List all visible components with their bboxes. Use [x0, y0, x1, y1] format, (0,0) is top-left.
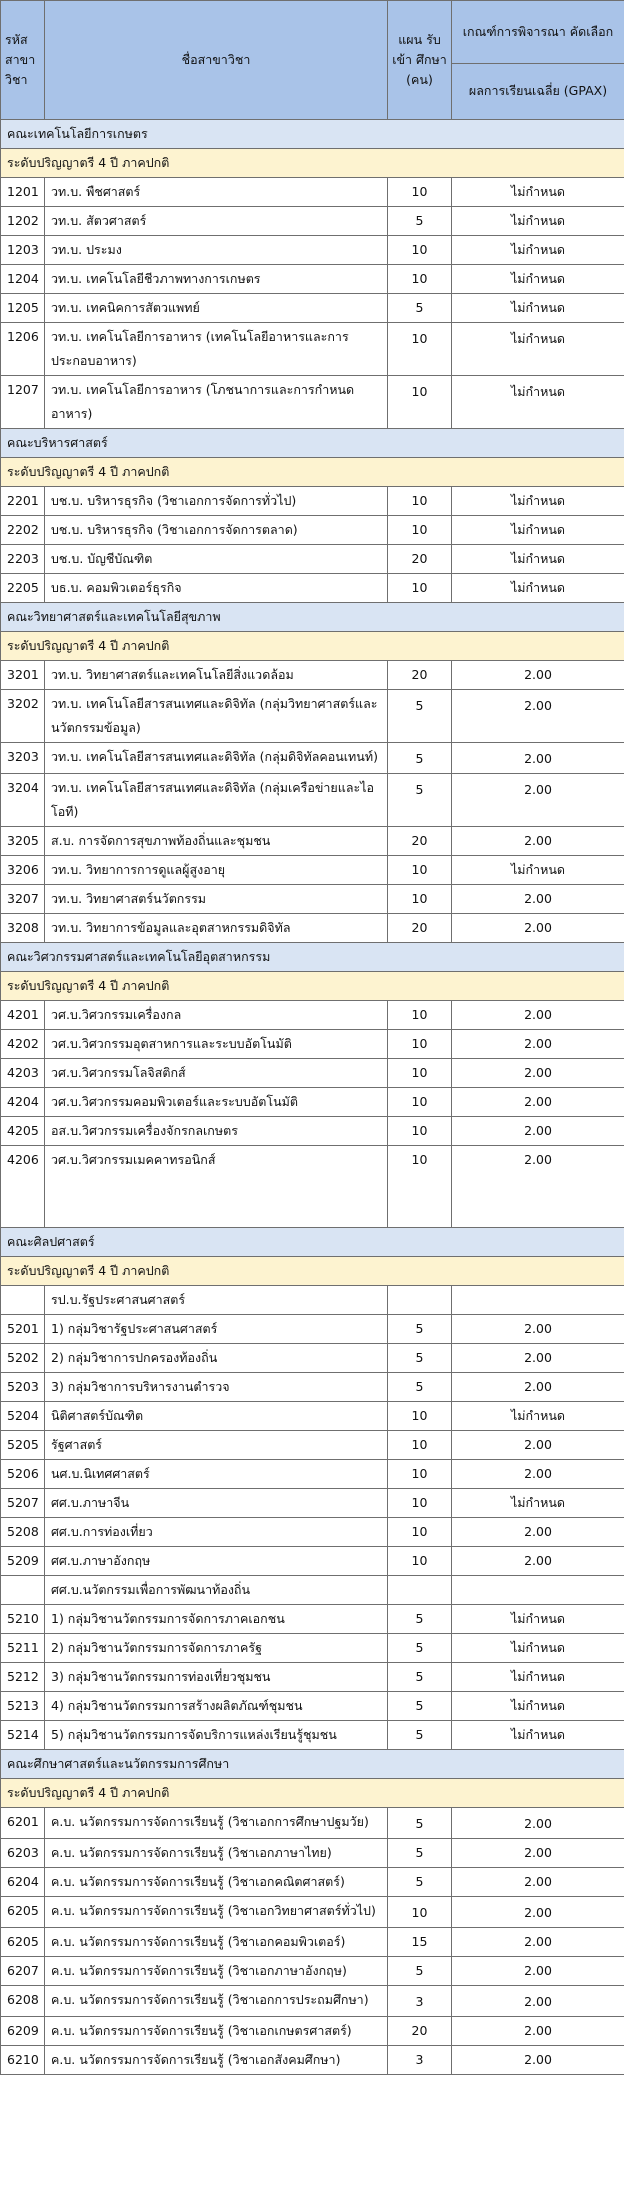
program-code: 3202 — [1, 690, 45, 743]
program-gpax: ไม่กำหนด — [452, 1605, 624, 1634]
table-row — [1, 1402, 624, 1431]
program-gpax: 2.00 — [452, 774, 624, 827]
table-row — [1, 827, 624, 856]
program-gpax: 2.00 — [452, 1547, 624, 1576]
table-row — [1, 2017, 624, 2046]
program-gpax: ไม่กำหนด — [452, 574, 624, 603]
faculty-name: คณะศึกษาศาสตร์และนวัตกรรมการศึกษา — [1, 1750, 624, 1779]
program-gpax: 2.00 — [452, 827, 624, 856]
program-plan: 5 — [388, 1721, 452, 1750]
program-plan: 10 — [388, 516, 452, 545]
level-row — [1, 632, 624, 661]
program-code: 1206 — [1, 323, 45, 376]
program-plan: 10 — [388, 1518, 452, 1547]
program-gpax: 2.00 — [452, 2017, 624, 2046]
table-row — [1, 661, 624, 690]
program-name: วท.บ. ประมง — [45, 236, 388, 265]
program-code: 6203 — [1, 1839, 45, 1868]
program-name: 1) กลุ่มวิชานวัตกรรมการจัดการภาคเอกชน — [45, 1605, 388, 1634]
program-name: วศ.บ.วิศวกรรมเครื่องกล — [45, 1001, 388, 1030]
program-plan: 10 — [388, 1431, 452, 1460]
table-row — [1, 690, 624, 743]
program-name: วท.บ. เทคโนโลยีสารสนเทศและดิจิทัล (กลุ่มวิทยาศาสตร์และนวัตกรรมข้อมูล) — [45, 690, 388, 743]
table-row — [1, 1489, 624, 1518]
program-plan: 10 — [388, 1030, 452, 1059]
table-row — [1, 265, 624, 294]
program-code: 6201 — [1, 1808, 45, 1839]
program-plan: 10 — [388, 1897, 452, 1928]
table-row — [1, 1460, 624, 1489]
level-name: ระดับปริญญาตรี 4 ปี ภาคปกติ — [1, 1257, 624, 1286]
program-plan: 5 — [388, 1634, 452, 1663]
program-gpax: ไม่กำหนด — [452, 1634, 624, 1663]
program-plan: 10 — [388, 376, 452, 429]
program-plan: 10 — [388, 1146, 452, 1228]
program-code: 5214 — [1, 1721, 45, 1750]
program-code: 6205 — [1, 1928, 45, 1957]
program-gpax: ไม่กำหนด — [452, 1402, 624, 1431]
level-row — [1, 972, 624, 1001]
table-row — [1, 323, 624, 376]
table-row — [1, 1808, 624, 1839]
program-name: ค.บ. นวัตกรรมการจัดการเรียนรู้ (วิชาเอกเกษตรศาสตร์) — [45, 2017, 388, 2046]
program-name: อส.บ.วิศวกรรมเครื่องจักรกลเกษตร — [45, 1117, 388, 1146]
program-name: บช.บ. บริหารธุรกิจ (วิชาเอกการจัดการตลาด) — [45, 516, 388, 545]
table-row — [1, 294, 624, 323]
program-plan: 10 — [388, 323, 452, 376]
program-code: 5204 — [1, 1402, 45, 1431]
level-name: ระดับปริญญาตรี 4 ปี ภาคปกติ — [1, 458, 624, 487]
program-gpax: ไม่กำหนด — [452, 545, 624, 574]
table-row — [1, 1547, 624, 1576]
program-name: รป.บ.รัฐประศาสนศาสตร์ — [45, 1286, 388, 1315]
program-code: 5201 — [1, 1315, 45, 1344]
program-name: 5) กลุ่มวิชานวัตกรรมการจัดบริการแหล่งเรียนรู้ชุมชน — [45, 1721, 388, 1750]
program-name: วท.บ. เทคโนโลยีสารสนเทศและดิจิทัล (กลุ่มเครือข่ายและไอโอที) — [45, 774, 388, 827]
program-code: 3206 — [1, 856, 45, 885]
program-name: วท.บ. สัตวศาสตร์ — [45, 207, 388, 236]
program-plan: 10 — [388, 487, 452, 516]
program-plan: 20 — [388, 661, 452, 690]
level-row — [1, 458, 624, 487]
table-row — [1, 178, 624, 207]
program-name: ค.บ. นวัตกรรมการจัดการเรียนรู้ (วิชาเอกภาษาอังกฤษ) — [45, 1957, 388, 1986]
program-code: 1203 — [1, 236, 45, 265]
program-name: 4) กลุ่มวิชานวัตกรรมการสร้างผลิตภัณฑ์ชุมชน — [45, 1692, 388, 1721]
table-row — [1, 1030, 624, 1059]
program-plan: 20 — [388, 827, 452, 856]
program-plan: 5 — [388, 1868, 452, 1897]
program-plan: 5 — [388, 1663, 452, 1692]
program-plan: 5 — [388, 743, 452, 774]
program-gpax: ไม่กำหนด — [452, 376, 624, 429]
program-name: วท.บ. เทคโนโลยีการอาหาร (โภชนาการและการกำหนดอาหาร) — [45, 376, 388, 429]
program-gpax: ไม่กำหนด — [452, 1721, 624, 1750]
table-row — [1, 376, 624, 429]
table-row — [1, 1868, 624, 1897]
program-code: 4204 — [1, 1088, 45, 1117]
program-gpax: 2.00 — [452, 1315, 624, 1344]
program-code: 5211 — [1, 1634, 45, 1663]
level-row — [1, 1779, 624, 1808]
program-plan: 10 — [388, 178, 452, 207]
program-name: วศ.บ.วิศวกรรมอุตสาหการและระบบอัตโนมัติ — [45, 1030, 388, 1059]
table-row — [1, 1088, 624, 1117]
program-name: 3) กลุ่มวิชาการบริหารงานตำรวจ — [45, 1373, 388, 1402]
program-plan: 5 — [388, 207, 452, 236]
program-gpax: 2.00 — [452, 1059, 624, 1088]
program-code: 5206 — [1, 1460, 45, 1489]
program-plan: 10 — [388, 1001, 452, 1030]
program-gpax: ไม่กำหนด — [452, 294, 624, 323]
program-name: 3) กลุ่มวิชานวัตกรรมการท่องเที่ยวชุมชน — [45, 1663, 388, 1692]
program-name: 2) กลุ่มวิชานวัตกรรมการจัดการภาครัฐ — [45, 1634, 388, 1663]
program-code: 6204 — [1, 1868, 45, 1897]
program-gpax: 2.00 — [452, 1839, 624, 1868]
program-gpax: ไม่กำหนด — [452, 516, 624, 545]
program-code: 3201 — [1, 661, 45, 690]
level-name: ระดับปริญญาตรี 4 ปี ภาคปกติ — [1, 149, 624, 178]
table-row — [1, 1518, 624, 1547]
program-code: 5210 — [1, 1605, 45, 1634]
program-code: 6209 — [1, 2017, 45, 2046]
program-gpax: 2.00 — [452, 1460, 624, 1489]
program-gpax: 2.00 — [452, 743, 624, 774]
table-row — [1, 1059, 624, 1088]
program-name: วศ.บ.วิศวกรรมคอมพิวเตอร์และระบบอัตโนมัติ — [45, 1088, 388, 1117]
program-plan: 5 — [388, 1692, 452, 1721]
program-gpax: 2.00 — [452, 1868, 624, 1897]
program-code: 5207 — [1, 1489, 45, 1518]
program-plan: 15 — [388, 1928, 452, 1957]
program-name: 1) กลุ่มวิชารัฐประศาสนศาสตร์ — [45, 1315, 388, 1344]
faculty-row — [1, 1228, 624, 1257]
faculty-name: คณะบริหารศาสตร์ — [1, 429, 624, 458]
program-name: ค.บ. นวัตกรรมการจัดการเรียนรู้ (วิชาเอกการประถมศึกษา) — [45, 1986, 388, 2017]
program-plan: 10 — [388, 1059, 452, 1088]
table-row — [1, 1634, 624, 1663]
header-plan: แผน รับเข้า ศึกษา (คน) — [388, 1, 452, 120]
program-name: ค.บ. นวัตกรรมการจัดการเรียนรู้ (วิชาเอกสังคมศึกษา) — [45, 2046, 388, 2075]
header-criteria: เกณฑ์การพิจารณา คัดเลือก — [452, 1, 624, 64]
program-name: บช.บ. บัญชีบัณฑิต — [45, 545, 388, 574]
table-row — [1, 207, 624, 236]
program-gpax: ไม่กำหนด — [452, 487, 624, 516]
table-row — [1, 1373, 624, 1402]
program-plan: 10 — [388, 1088, 452, 1117]
program-code: 3207 — [1, 885, 45, 914]
program-gpax: ไม่กำหนด — [452, 236, 624, 265]
faculty-name: คณะวิศวกรรมศาสตร์และเทคโนโลยีอุตสาหกรรม — [1, 943, 624, 972]
program-plan: 5 — [388, 690, 452, 743]
program-name: วท.บ. พืชศาสตร์ — [45, 178, 388, 207]
table-row — [1, 1315, 624, 1344]
program-name: นศ.บ.นิเทศศาสตร์ — [45, 1460, 388, 1489]
program-name: นิติศาสตร์บัณฑิต — [45, 1402, 388, 1431]
table-row — [1, 743, 624, 774]
table-row — [1, 1839, 624, 1868]
program-gpax — [452, 1286, 624, 1315]
program-plan: 10 — [388, 1547, 452, 1576]
program-name: ศศ.บ.นวัตกรรมเพื่อการพัฒนาท้องถิ่น — [45, 1576, 388, 1605]
program-gpax: 2.00 — [452, 1431, 624, 1460]
program-plan: 10 — [388, 1117, 452, 1146]
table-row — [1, 1001, 624, 1030]
program-plan: 20 — [388, 545, 452, 574]
program-plan: 20 — [388, 2017, 452, 2046]
program-gpax: 2.00 — [452, 1001, 624, 1030]
program-plan: 10 — [388, 265, 452, 294]
program-name: บช.บ. บริหารธุรกิจ (วิชาเอกการจัดการทั่วไป) — [45, 487, 388, 516]
program-name: ค.บ. นวัตกรรมการจัดการเรียนรู้ (วิชาเอกภาษาไทย) — [45, 1839, 388, 1868]
program-plan — [388, 1576, 452, 1605]
table-row — [1, 2046, 624, 2075]
table-row — [1, 1663, 624, 1692]
table-row — [1, 1692, 624, 1721]
program-gpax: ไม่กำหนด — [452, 323, 624, 376]
program-code: 4202 — [1, 1030, 45, 1059]
program-plan: 20 — [388, 914, 452, 943]
program-name: ค.บ. นวัตกรรมการจัดการเรียนรู้ (วิชาเอกคอมพิวเตอร์) — [45, 1928, 388, 1957]
program-code: 1201 — [1, 178, 45, 207]
program-gpax: 2.00 — [452, 690, 624, 743]
program-gpax: 2.00 — [452, 1808, 624, 1839]
program-plan: 3 — [388, 2046, 452, 2075]
level-row — [1, 149, 624, 178]
program-code: 5203 — [1, 1373, 45, 1402]
program-code: 6207 — [1, 1957, 45, 1986]
program-name: ส.บ. การจัดการสุขภาพท้องถิ่นและชุมชน — [45, 827, 388, 856]
program-code — [1, 1286, 45, 1315]
program-gpax: 2.00 — [452, 1344, 624, 1373]
program-name: วศ.บ.วิศวกรรมโลจิสติกส์ — [45, 1059, 388, 1088]
program-plan: 10 — [388, 236, 452, 265]
program-plan — [388, 1286, 452, 1315]
program-code: 5212 — [1, 1663, 45, 1692]
program-name: วท.บ. วิทยาการการดูแลผู้สูงอายุ — [45, 856, 388, 885]
program-code: 3203 — [1, 743, 45, 774]
program-gpax: ไม่กำหนด — [452, 856, 624, 885]
table-row — [1, 1957, 624, 1986]
program-gpax: 2.00 — [452, 914, 624, 943]
level-row — [1, 1257, 624, 1286]
program-code: 1202 — [1, 207, 45, 236]
program-plan: 5 — [388, 1315, 452, 1344]
program-plan: 5 — [388, 294, 452, 323]
table-row — [1, 1605, 624, 1634]
table-row — [1, 1986, 624, 2017]
program-code: 5202 — [1, 1344, 45, 1373]
program-gpax: 2.00 — [452, 2046, 624, 2075]
table-row — [1, 885, 624, 914]
program-code: 3204 — [1, 774, 45, 827]
program-code: 2203 — [1, 545, 45, 574]
table-row — [1, 1431, 624, 1460]
program-code: 5205 — [1, 1431, 45, 1460]
program-name: บธ.บ. คอมพิวเตอร์ธุรกิจ — [45, 574, 388, 603]
faculty-name: คณะวิทยาศาสตร์และเทคโนโลยีสุขภาพ — [1, 603, 624, 632]
program-gpax: 2.00 — [452, 1117, 624, 1146]
program-code: 1205 — [1, 294, 45, 323]
program-name: วท.บ. วิทยาศาสตร์นวัตกรรม — [45, 885, 388, 914]
program-name: ค.บ. นวัตกรรมการจัดการเรียนรู้ (วิชาเอกวิทยาศาสตร์ทั่วไป) — [45, 1897, 388, 1928]
program-gpax — [452, 1576, 624, 1605]
program-plan: 10 — [388, 574, 452, 603]
program-plan: 10 — [388, 1402, 452, 1431]
program-gpax: 2.00 — [452, 1146, 624, 1228]
program-plan: 10 — [388, 1489, 452, 1518]
table-row — [1, 236, 624, 265]
program-name: 2) กลุ่มวิชาการปกครองท้องถิ่น — [45, 1344, 388, 1373]
program-code: 5213 — [1, 1692, 45, 1721]
table-row — [1, 1344, 624, 1373]
program-plan: 5 — [388, 774, 452, 827]
program-name: ศศ.บ.ภาษาจีน — [45, 1489, 388, 1518]
table-row — [1, 1146, 624, 1228]
faculty-row — [1, 429, 624, 458]
program-gpax: 2.00 — [452, 1986, 624, 2017]
level-name: ระดับปริญญาตรี 4 ปี ภาคปกติ — [1, 972, 624, 1001]
program-plan: 5 — [388, 1808, 452, 1839]
table-row — [1, 1117, 624, 1146]
program-gpax: 2.00 — [452, 661, 624, 690]
program-code: 4201 — [1, 1001, 45, 1030]
program-gpax: 2.00 — [452, 1088, 624, 1117]
table-row — [1, 774, 624, 827]
program-name: ค.บ. นวัตกรรมการจัดการเรียนรู้ (วิชาเอกการศึกษาปฐมวัย) — [45, 1808, 388, 1839]
header-name: ชื่อสาขาวิชา — [45, 1, 388, 120]
table-row — [1, 574, 624, 603]
program-name: วท.บ. วิทยาการข้อมูลและอุตสาหกรรมดิจิทัล — [45, 914, 388, 943]
faculty-name: คณะเทคโนโลยีการเกษตร — [1, 120, 624, 149]
program-name: วท.บ. เทคนิคการสัตวแพทย์ — [45, 294, 388, 323]
program-plan: 5 — [388, 1373, 452, 1402]
program-gpax: ไม่กำหนด — [452, 1692, 624, 1721]
program-code: 2201 — [1, 487, 45, 516]
program-gpax: ไม่กำหนด — [452, 265, 624, 294]
program-code: 2205 — [1, 574, 45, 603]
table-row — [1, 914, 624, 943]
table-row — [1, 1928, 624, 1957]
table-row — [1, 1721, 624, 1750]
program-code — [1, 1576, 45, 1605]
program-code: 6208 — [1, 1986, 45, 2017]
program-code: 4203 — [1, 1059, 45, 1088]
program-name: วท.บ. เทคโนโลยีสารสนเทศและดิจิทัล (กลุ่มดิจิทัลคอนเทนท์) — [45, 743, 388, 774]
program-gpax: ไม่กำหนด — [452, 1663, 624, 1692]
table-row — [1, 545, 624, 574]
program-name: ศศ.บ.การท่องเที่ยว — [45, 1518, 388, 1547]
program-plan: 10 — [388, 1460, 452, 1489]
program-name: รัฐศาสตร์ — [45, 1431, 388, 1460]
program-code: 4205 — [1, 1117, 45, 1146]
program-plan: 3 — [388, 1986, 452, 2017]
table-row — [1, 1286, 624, 1315]
program-code: 2202 — [1, 516, 45, 545]
table-row — [1, 487, 624, 516]
faculty-row — [1, 603, 624, 632]
faculty-row — [1, 943, 624, 972]
program-code: 1207 — [1, 376, 45, 429]
program-code: 5209 — [1, 1547, 45, 1576]
program-code: 5208 — [1, 1518, 45, 1547]
program-name: วศ.บ.วิศวกรรมเมคคาทรอนิกส์ — [45, 1146, 388, 1228]
program-name: วท.บ. เทคโนโลยีชีวภาพทางการเกษตร — [45, 265, 388, 294]
program-gpax: 2.00 — [452, 885, 624, 914]
program-gpax: 2.00 — [452, 1030, 624, 1059]
program-plan: 10 — [388, 856, 452, 885]
program-plan: 5 — [388, 1839, 452, 1868]
program-gpax: 2.00 — [452, 1518, 624, 1547]
program-gpax: 2.00 — [452, 1928, 624, 1957]
header-code: รหัส สาขา วิชา — [1, 1, 45, 120]
program-gpax: ไม่กำหนด — [452, 1489, 624, 1518]
program-name: วท.บ. เทคโนโลยีการอาหาร (เทคโนโลยีอาหารและการประกอบอาหาร) — [45, 323, 388, 376]
program-name: วท.บ. วิทยาศาสตร์และเทคโนโลยีสิ่งแวดล้อม — [45, 661, 388, 690]
program-code: 4206 — [1, 1146, 45, 1228]
program-plan: 5 — [388, 1605, 452, 1634]
faculty-row — [1, 1750, 624, 1779]
program-gpax: 2.00 — [452, 1373, 624, 1402]
program-code: 1204 — [1, 265, 45, 294]
faculty-row — [1, 120, 624, 149]
table-row — [1, 516, 624, 545]
program-code: 6210 — [1, 2046, 45, 2075]
program-gpax: 2.00 — [452, 1957, 624, 1986]
program-code: 3205 — [1, 827, 45, 856]
table-row — [1, 856, 624, 885]
level-name: ระดับปริญญาตรี 4 ปี ภาคปกติ — [1, 1779, 624, 1808]
program-gpax: ไม่กำหนด — [452, 207, 624, 236]
program-gpax: ไม่กำหนด — [452, 178, 624, 207]
table-row — [1, 1576, 624, 1605]
program-plan: 10 — [388, 885, 452, 914]
program-plan: 5 — [388, 1957, 452, 1986]
faculty-name: คณะศิลปศาสตร์ — [1, 1228, 624, 1257]
program-name: ค.บ. นวัตกรรมการจัดการเรียนรู้ (วิชาเอกคณิตศาสตร์) — [45, 1868, 388, 1897]
table-row — [1, 1897, 624, 1928]
header-gpax: ผลการเรียนเฉลี่ย (GPAX) — [452, 63, 624, 119]
program-name: ศศ.บ.ภาษาอังกฤษ — [45, 1547, 388, 1576]
program-gpax: 2.00 — [452, 1897, 624, 1928]
program-code: 3208 — [1, 914, 45, 943]
level-name: ระดับปริญญาตรี 4 ปี ภาคปกติ — [1, 632, 624, 661]
program-plan: 5 — [388, 1344, 452, 1373]
program-code: 6205 — [1, 1897, 45, 1928]
